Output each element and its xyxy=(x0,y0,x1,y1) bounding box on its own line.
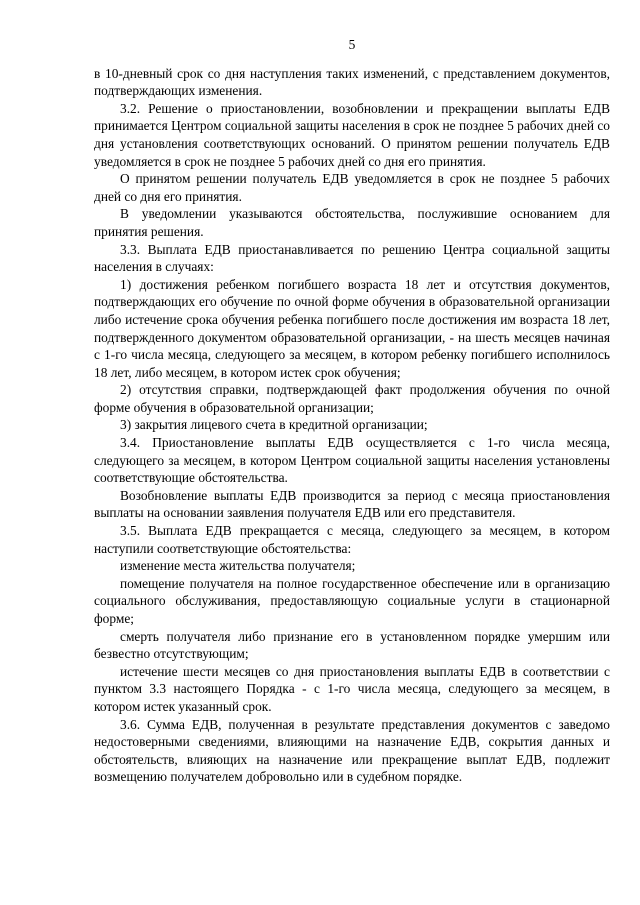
paragraph: 3.5. Выплата ЕДВ прекращается с месяца, следующего за месяцем, в котором наступили соответствующие обстоятельства: xyxy=(94,523,610,556)
paragraph: в 10-дневный срок со дня наступления таких изменений, с представлением документов, подтверждающих изменения. xyxy=(94,65,610,99)
paragraph: 2) отсутствия справки, подтверждающей факт продолжения обучения по очной форме обучения в образовательной организации; xyxy=(94,382,610,415)
paragraph: изменение места жительства получателя; xyxy=(120,558,356,574)
paragraph: помещение получателя на полное государственное обеспечение или в организацию социального обслуживания, предоставляющую социальные услуги в стационарной форме; xyxy=(94,575,610,626)
paragraph: О принятом решении получатель ЕДВ уведомляется в срок не позднее 5 рабочих дней со дня его принятия. xyxy=(94,171,610,204)
document-body xyxy=(94,65,610,786)
paragraph: 3.3. Выплата ЕДВ приостанавливается по решению Центра социальной защиты населения в случаях: xyxy=(94,241,610,275)
paragraph: 3.4. Приостановление выплаты ЕДВ осуществляется с 1-го числа месяца, следующего за месяцем, в котором Центром социальной защиты населения установлены соответствующие обстоятельства. xyxy=(94,435,610,486)
paragraph: 3) закрытия лицевого счета в кредитной организации; xyxy=(120,417,428,433)
paragraph: Возобновление выплаты ЕДВ производится за период с месяца приостановления выплаты на основании заявления получателя ЕДВ или его представителя. xyxy=(94,487,610,521)
paragraph: истечение шести месяцев со дня приостановления выплаты ЕДВ в соответствии с пунктом 3.3 настоящего Порядка - с 1-го числа месяца, следующего за месяцем, в котором истек указанный срок. xyxy=(94,663,610,714)
paragraph: смерть получателя либо признание его в установленном порядке умершим или безвестно отсутствующим; xyxy=(94,628,610,662)
paragraph: 1) достижения ребенком погибшего возраста 18 лет и отсутствия документов, подтверждающих его обучение по очной форме обучения в образовательной организации либо истечение срока обучения ребенка погибшего после достижения им возраста 18 лет, подтвержденного документом образовательной организации, - на шесть месяцев начиная с 1-го числа месяца, следующего за месяцем, в котором ребенку погибшего исполнилось 18 лет, либо месяцем, в котором истек срок обучения; xyxy=(94,276,610,380)
page-number: 5 xyxy=(348,37,356,52)
paragraph: 3.2. Решение о приостановлении, возобновлении и прекращении выплаты ЕДВ принимается Центром социальной защиты населения в срок не позднее 5 рабочих дней со дня установления соответствующих оснований. О принятом решении получатель ЕДВ уведомляется в срок не позднее 5 рабочих дней со дня его принятия. xyxy=(94,100,610,169)
paragraph: 3.6. Сумма ЕДВ, полученная в результате представления документов с заведомо недостоверными сведениями, влияющими на назначение ЕДВ, сокрытия данных и обстоятельств, влияющих на назначение или прекращение выплат ЕДВ, подлежит возмещению получателем добровольно или в судебном порядке. xyxy=(94,716,610,785)
paragraph: В уведомлении указываются обстоятельства, послужившие основанием для принятия решения. xyxy=(94,206,610,239)
